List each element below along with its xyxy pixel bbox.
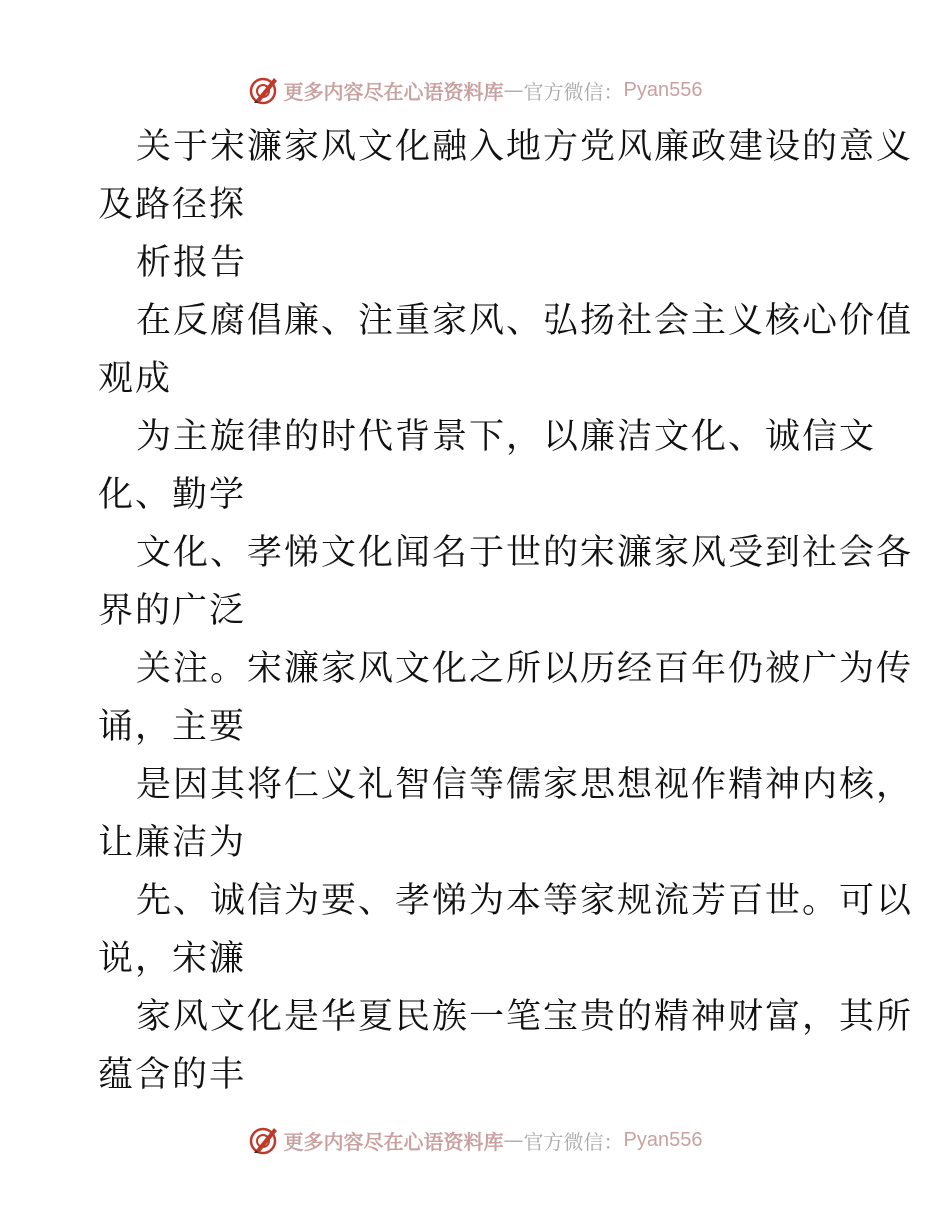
- doc-line: 界的广泛: [98, 591, 247, 631]
- page-footer-banner: [0, 1120, 950, 1160]
- doc-line: 家风文化是华夏民族一笔宝贵的精神财富，其所: [136, 997, 914, 1037]
- doc-line: 为主旋律的时代背景下，以廉洁文化、诚信文: [136, 417, 877, 457]
- doc-line: 关注。宋濂家风文化之所以历经百年仍被广为传: [136, 649, 914, 689]
- doc-line: 析报告: [136, 243, 248, 283]
- doc-line: 及路径探: [98, 185, 247, 225]
- doc-line: 关于宋濂家风文化融入地方党风廉政建设的意义: [136, 127, 914, 167]
- doc-line: 在反腐倡廉、注重家风、弘扬社会主义核心价值: [136, 301, 914, 341]
- banner-site-text: 更多内容尽在心语资料库: [283, 1129, 504, 1154]
- doc-line: 诵，主要: [98, 707, 247, 747]
- banner-wechat-id: Pyan556: [623, 1128, 703, 1151]
- banner-wechat-label: 官方微信：: [523, 79, 624, 104]
- red-pen-logo-icon: [248, 74, 280, 106]
- doc-line: 说，宋濂: [98, 939, 247, 979]
- doc-line: 蕴含的丰: [98, 1055, 247, 1095]
- banner-separator: —: [503, 1128, 524, 1152]
- banner-separator: —: [503, 78, 524, 102]
- banner-wechat-id: Pyan556: [623, 78, 703, 101]
- doc-line: 观成: [98, 359, 173, 399]
- document-body: [98, 118, 914, 1104]
- doc-line: 让廉洁为: [98, 823, 247, 863]
- page-header-banner: [0, 70, 950, 110]
- doc-line: 先、诚信为要、孝悌为本等家规流芳百世。可以: [136, 881, 914, 921]
- banner-site-text: 更多内容尽在心语资料库: [283, 79, 504, 104]
- doc-line: 文化、孝悌文化闻名于世的宋濂家风受到社会各: [136, 533, 914, 573]
- banner-wechat-label: 官方微信：: [523, 1129, 624, 1154]
- doc-line: 是因其将仁义礼智信等儒家思想视作精神内核，: [136, 765, 914, 805]
- red-pen-logo-icon: [248, 1124, 280, 1156]
- doc-line: 化、勤学: [98, 475, 247, 515]
